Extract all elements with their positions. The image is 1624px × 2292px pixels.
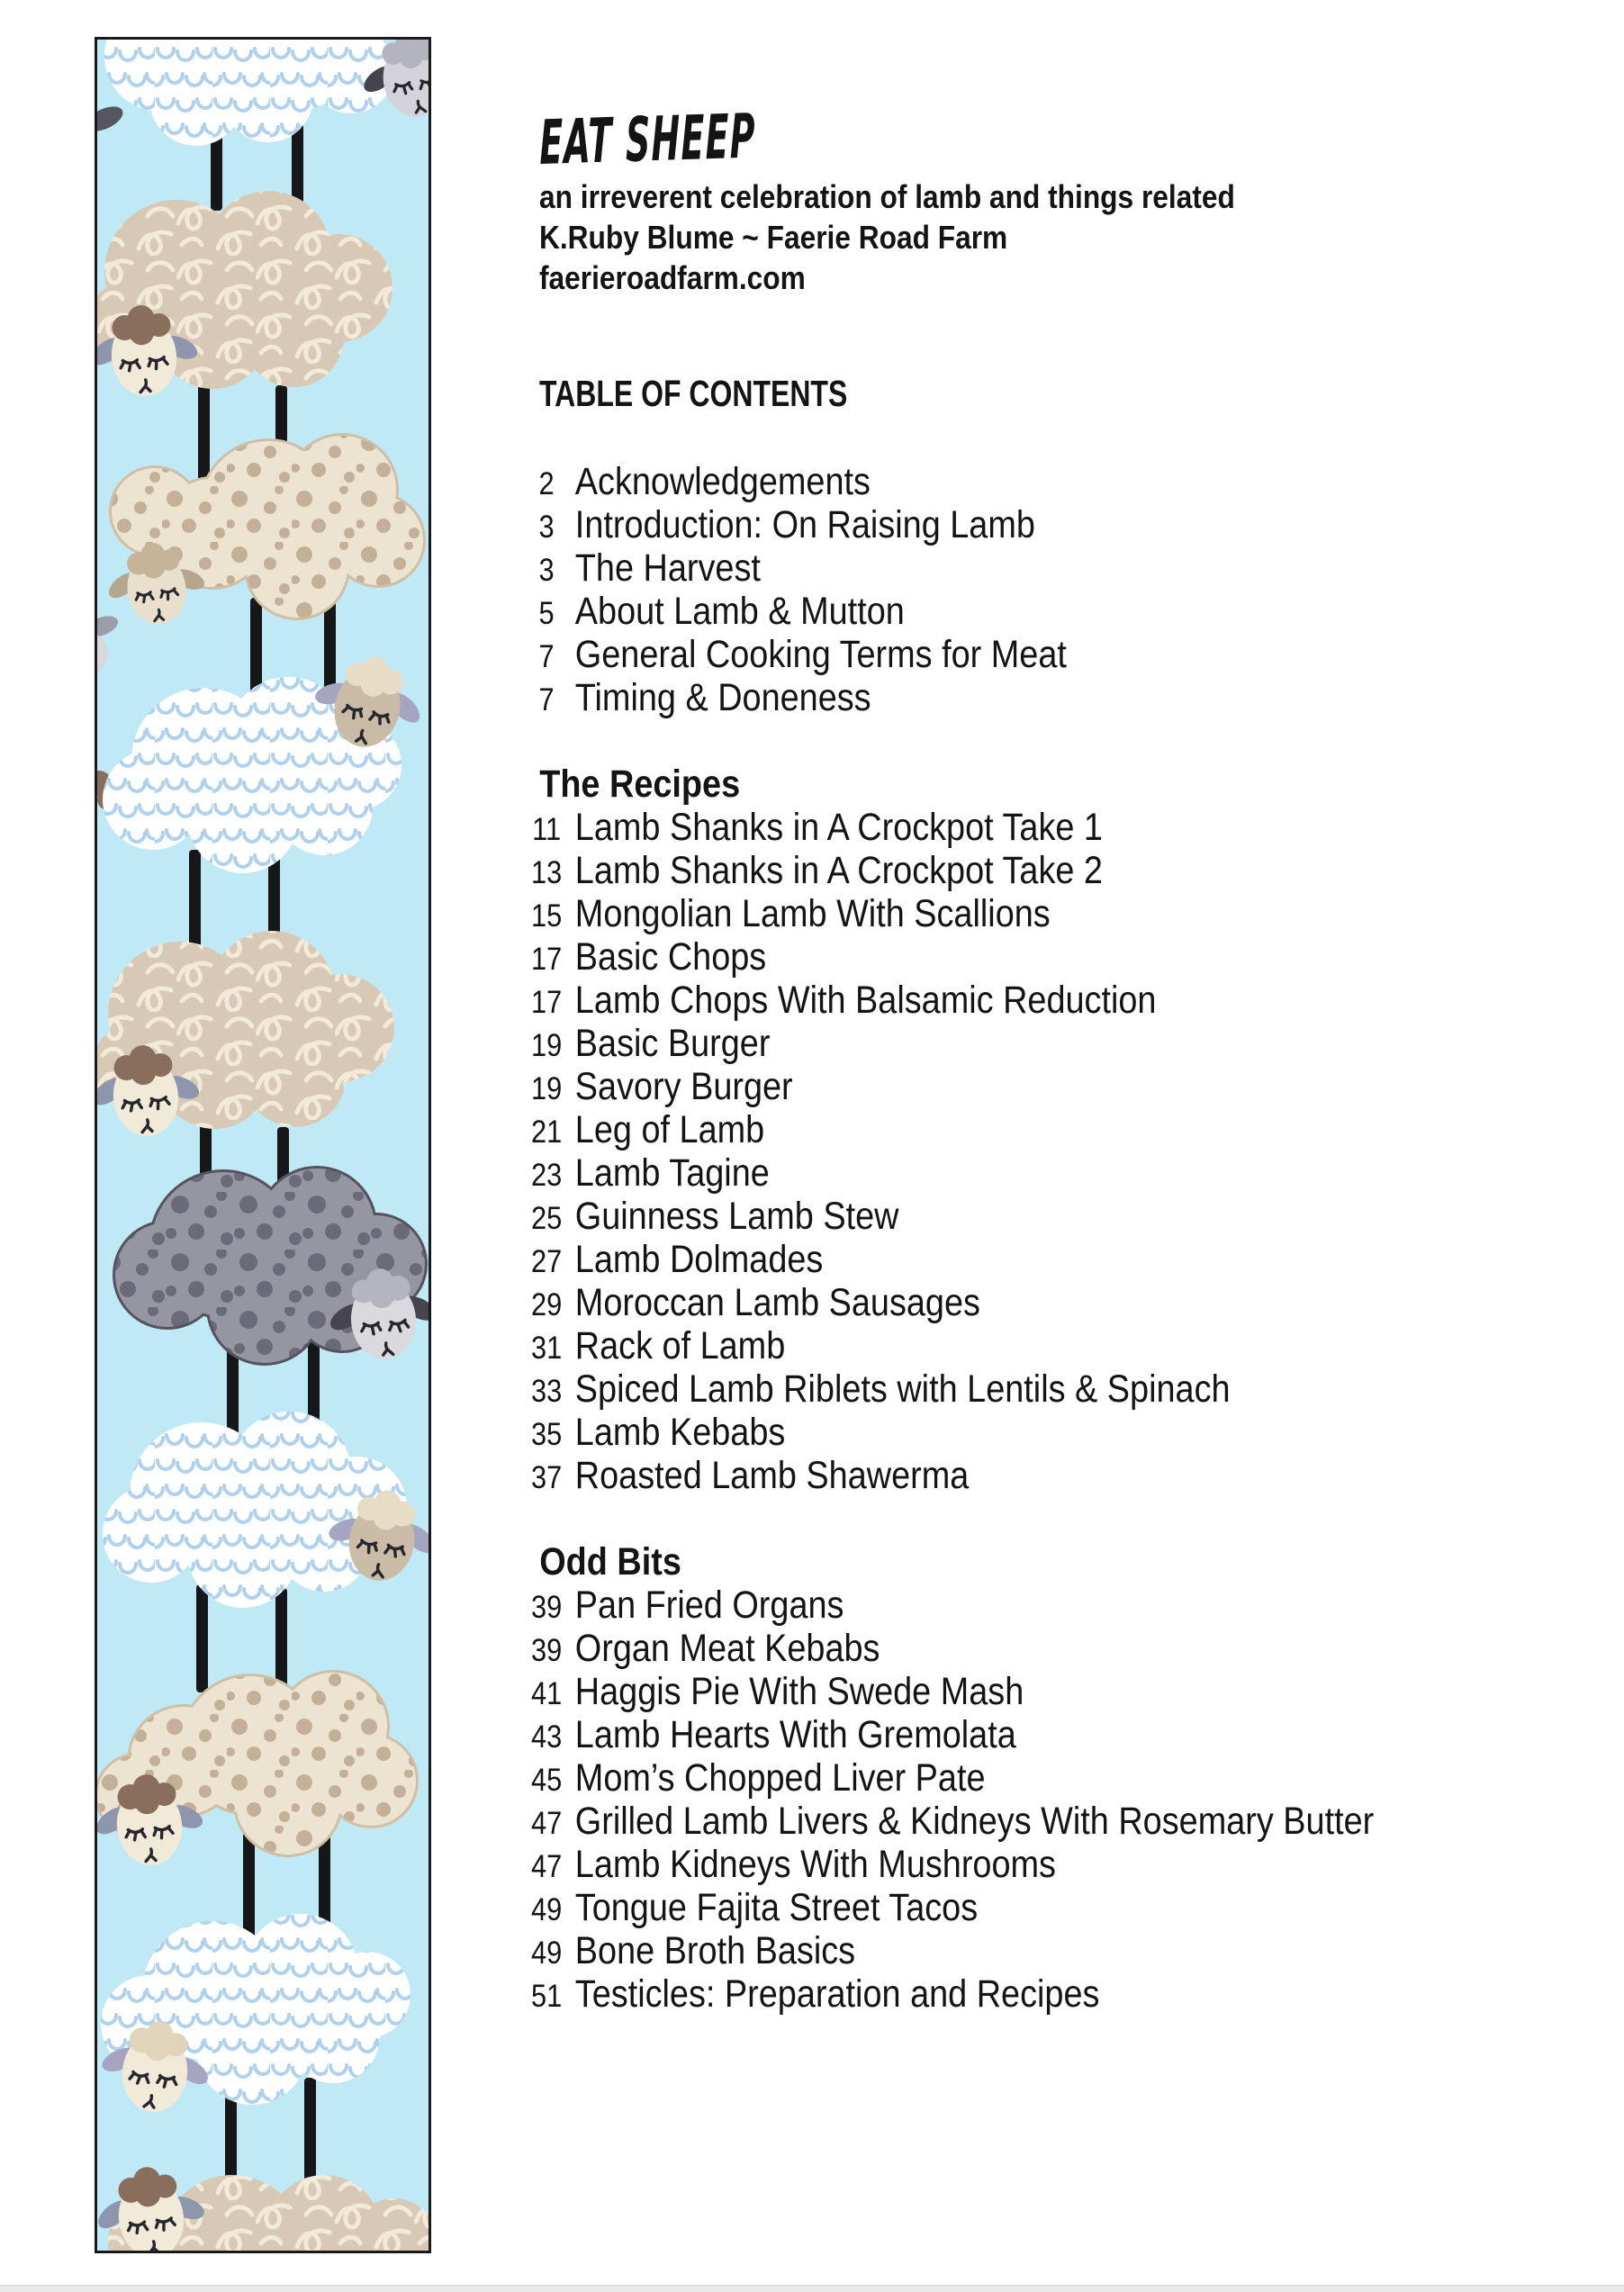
toc-row (528, 1367, 1439, 1411)
toc-page-number: 7 (538, 639, 555, 674)
toc-row (528, 1195, 1439, 1238)
toc-row (528, 806, 1439, 849)
toc-row (528, 1238, 1439, 1281)
toc-entry-label: Timing & Doneness (574, 676, 871, 719)
toc-page-number: 19 (530, 1028, 563, 1063)
toc-row (528, 1108, 1439, 1151)
toc-page-number: 41 (530, 1676, 563, 1711)
toc-row (528, 546, 1439, 590)
toc-page-number: 5 (538, 596, 555, 631)
toc-page-number: 17 (530, 985, 563, 1020)
toc-page-number: 3 (538, 510, 555, 545)
toc-row (528, 1627, 1439, 1670)
toc-entry-label: Leg of Lamb (574, 1108, 765, 1151)
author-line: K.Ruby Blume ~ Faerie Road Farm (539, 219, 1008, 256)
toc-entry-label: Mongolian Lamb With Scallions (574, 892, 1051, 935)
toc-page-number: 33 (530, 1374, 563, 1409)
toc-page-number: 23 (530, 1158, 563, 1193)
toc-row (528, 1411, 1439, 1454)
subtitle-line: an irreverent celebration of lamb and things related (539, 178, 1235, 215)
toc-entry-label: Tongue Fajita Street Tacos (574, 1886, 979, 1929)
book-subtitle (539, 176, 1235, 298)
bottom-scrollbar-track[interactable] (0, 2285, 1624, 2292)
toc-row (528, 1886, 1439, 1929)
toc-page-number: 37 (530, 1460, 563, 1495)
sheep-pattern-icon (97, 40, 429, 2251)
toc-row (528, 1713, 1439, 1756)
toc-row (528, 1151, 1439, 1195)
toc-page-number: 51 (530, 1979, 563, 2014)
toc-spacer (528, 719, 1439, 762)
toc-page-number: 2 (538, 466, 555, 501)
toc-page-number: 17 (530, 942, 563, 977)
toc-page-number: 43 (530, 1719, 563, 1755)
toc-page-number: 47 (530, 1849, 563, 1884)
toc-entry-label: Lamb Hearts With Gremolata (574, 1713, 1016, 1756)
toc-page-number: 49 (530, 1936, 563, 1971)
toc-entry-label: Spiced Lamb Riblets with Lentils & Spinach (574, 1367, 1231, 1411)
toc-entry-label: Bone Broth Basics (574, 1929, 856, 1972)
toc-page-number: 7 (538, 682, 555, 717)
toc-page-number: 39 (530, 1633, 563, 1668)
toc-entry-label: Testicles: Preparation and Recipes (574, 1972, 1100, 2016)
toc-entry-label: The Harvest (574, 546, 761, 590)
website-line: faerieroadfarm.com (539, 259, 806, 296)
toc-page-number: 39 (530, 1590, 563, 1625)
toc-page-number: 21 (530, 1114, 563, 1150)
toc-row (528, 1065, 1439, 1108)
toc-row (528, 1281, 1439, 1324)
toc-entry-label: Lamb Kidneys With Mushrooms (574, 1843, 1056, 1886)
toc-rows (528, 460, 1439, 2016)
toc-entry-label: Grilled Lamb Livers & Kidneys With Rosemary Butter (574, 1800, 1375, 1843)
toc-entry-label: Lamb Tagine (574, 1151, 770, 1195)
toc-row (528, 1670, 1439, 1713)
toc-page-number: 11 (532, 812, 562, 847)
toc-row (528, 1324, 1439, 1367)
toc-row (528, 935, 1439, 979)
toc-entry-label: Basic Burger (574, 1022, 771, 1065)
toc-entry-label: Savory Burger (574, 1065, 793, 1108)
toc-row (528, 1843, 1439, 1886)
toc-entry-label: Mom’s Chopped Liver Pate (574, 1756, 986, 1800)
toc-entry-label: Introduction: On Raising Lamb (574, 503, 1035, 546)
toc-row (528, 1800, 1439, 1843)
toc-section-heading: The Recipes (539, 762, 741, 806)
toc-row (528, 633, 1439, 676)
toc-entry-label: Pan Fried Organs (574, 1584, 844, 1627)
toc-row (528, 676, 1439, 719)
toc-row (528, 1584, 1439, 1627)
toc-entry-label: General Cooking Terms for Meat (574, 633, 1067, 676)
toc-entry-label: Lamb Shanks in A Crockpot Take 1 (574, 806, 1103, 849)
toc-entry-label: Lamb Dolmades (574, 1238, 824, 1281)
toc-row (528, 849, 1439, 892)
toc-page-number: 15 (530, 898, 563, 934)
toc-row (528, 503, 1439, 546)
toc-row (528, 1022, 1439, 1065)
toc-page-number: 19 (530, 1071, 563, 1106)
sheep-illustration-strip (95, 37, 431, 2253)
toc-row (528, 1929, 1439, 1972)
toc-page-number: 27 (530, 1244, 563, 1279)
toc-page-number: 13 (530, 855, 563, 890)
book-title: EAT SHEEP (538, 101, 757, 179)
toc-page-number: 35 (530, 1417, 563, 1452)
toc-row (528, 1454, 1439, 1497)
toc-entry-label: Moroccan Lamb Sausages (574, 1281, 980, 1324)
toc-entry-label: Haggis Pie With Swede Mash (574, 1670, 1024, 1713)
toc-page-number: 3 (538, 553, 555, 588)
toc-section-heading: Odd Bits (539, 1540, 681, 1584)
toc-entry-label: Basic Chops (574, 935, 767, 979)
toc-row (528, 1756, 1439, 1800)
toc-page-number: 29 (530, 1287, 563, 1322)
toc-entry-label: Organ Meat Kebabs (574, 1627, 880, 1670)
toc-entry-label: Lamb Kebabs (574, 1411, 786, 1454)
toc-row (528, 892, 1439, 935)
toc-spacer (528, 1497, 1439, 1540)
toc-row (528, 979, 1439, 1022)
toc-entry-label: Lamb Shanks in A Crockpot Take 2 (574, 849, 1103, 892)
toc-entry-label: Lamb Chops With Balsamic Reduction (574, 979, 1157, 1022)
toc-page-number: 49 (530, 1892, 563, 1927)
toc-row (528, 590, 1439, 633)
toc-entry-label: Rack of Lamb (574, 1324, 786, 1367)
toc-page-number: 47 (530, 1806, 563, 1841)
toc-page-number: 31 (530, 1331, 563, 1366)
toc-heading: TABLE OF CONTENTS (539, 373, 848, 414)
toc-page-number: 25 (530, 1201, 563, 1236)
toc-row (528, 1972, 1439, 2016)
toc-entry-label: Acknowledgements (574, 460, 871, 503)
toc-row (528, 460, 1439, 503)
toc-entry-label: About Lamb & Mutton (574, 590, 905, 633)
toc-entry-label: Guinness Lamb Stew (574, 1195, 899, 1238)
toc-page-number: 45 (530, 1763, 563, 1798)
toc-entry-label: Roasted Lamb Shawerma (574, 1454, 970, 1497)
